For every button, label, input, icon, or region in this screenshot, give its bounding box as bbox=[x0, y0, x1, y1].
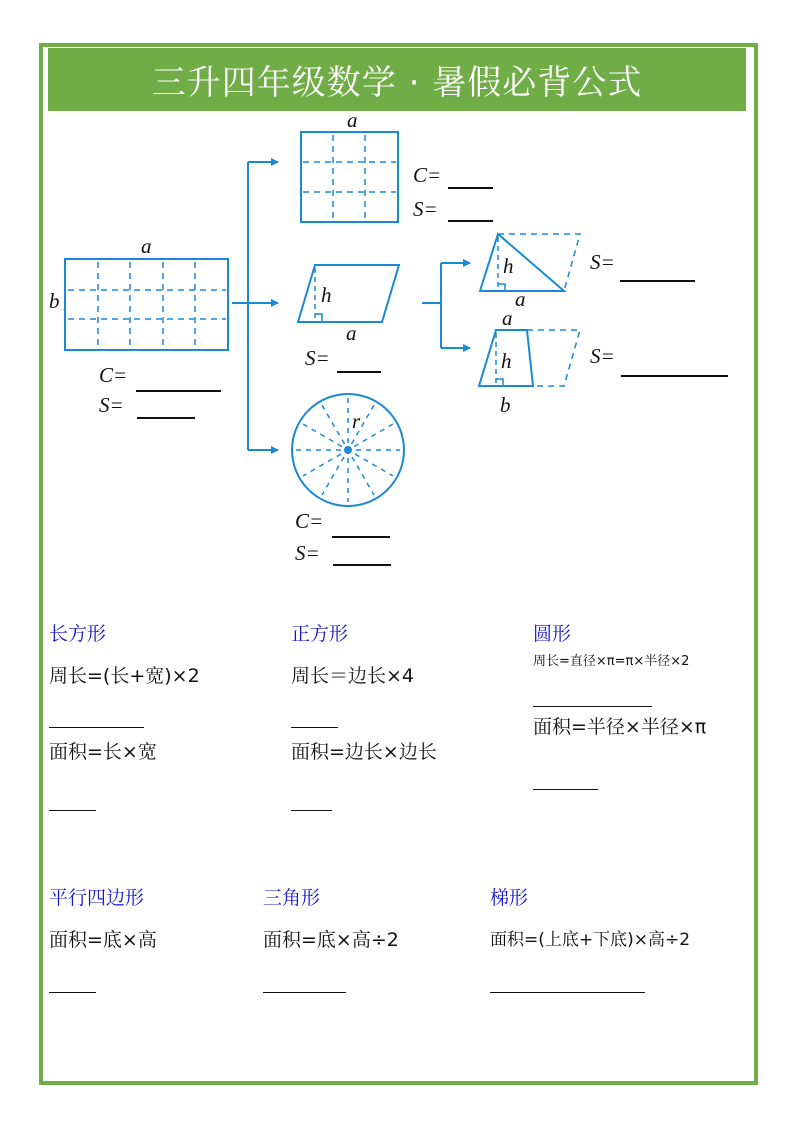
formula-block-parallelogram bbox=[49, 886, 157, 952]
formula-block-square bbox=[291, 622, 437, 764]
triangle-s-label: S= bbox=[590, 250, 615, 274]
formula-perimeter: 周长=(长+宽)×2 bbox=[49, 665, 200, 687]
formula-block-triangle bbox=[263, 886, 399, 952]
circle-s-label: S= bbox=[295, 541, 320, 565]
parallelogram-s-label: S= bbox=[305, 346, 330, 370]
trapezoid-s-label: S= bbox=[590, 344, 615, 368]
trapezoid-bottom-label: b bbox=[500, 393, 511, 417]
formula-area: 面积=半径×半径×π bbox=[533, 716, 707, 738]
rectangle-c-label: C= bbox=[99, 363, 128, 387]
formula-title: 梯形 bbox=[490, 887, 529, 909]
triangle-base-label: a bbox=[515, 287, 526, 311]
formula-title: 平行四边形 bbox=[49, 887, 145, 909]
formula-title: 三角形 bbox=[263, 887, 321, 909]
formula-area: 面积=(上底+下底)×高÷2 bbox=[490, 930, 691, 950]
square-side-label: a bbox=[347, 108, 358, 132]
formula-block-circle bbox=[533, 622, 706, 739]
rectangle-s-label: S= bbox=[99, 393, 124, 417]
formula-area: 面积=边长×边长 bbox=[291, 741, 437, 763]
circle-c-label: C= bbox=[295, 509, 324, 533]
square-shape bbox=[301, 132, 398, 222]
trapezoid-height-label: h bbox=[501, 349, 512, 373]
formula-area: 面积=底×高 bbox=[49, 929, 157, 951]
triangle-shape bbox=[480, 234, 580, 291]
square-c-label: C= bbox=[413, 163, 442, 187]
formula-block-rectangle bbox=[49, 622, 200, 764]
trapezoid-top-label: a bbox=[502, 306, 513, 330]
answer-blank[interactable] bbox=[263, 992, 346, 993]
answer-blank[interactable] bbox=[49, 727, 144, 728]
formula-block-trapezoid bbox=[490, 886, 690, 952]
answer-blank[interactable] bbox=[291, 727, 338, 728]
trapezoid-shape bbox=[479, 330, 580, 386]
formula-area: 面积=长×宽 bbox=[49, 741, 157, 763]
square-s-label: S= bbox=[413, 197, 438, 221]
formula-title: 正方形 bbox=[291, 623, 349, 645]
circle-shape bbox=[292, 394, 404, 506]
answer-blank[interactable] bbox=[49, 992, 96, 993]
formula-perimeter: 周长＝边长×4 bbox=[291, 665, 415, 687]
formula-title: 圆形 bbox=[533, 623, 572, 645]
formula-area: 面积=底×高÷2 bbox=[263, 929, 399, 951]
answer-blank[interactable] bbox=[291, 810, 332, 811]
answer-blank[interactable] bbox=[533, 706, 652, 707]
rectangle-length-label: a bbox=[141, 234, 152, 258]
formula-perimeter: 周长=直径×π=π×半径×2 bbox=[533, 654, 690, 669]
rectangle-shape bbox=[65, 259, 228, 350]
triangle-height-label: h bbox=[503, 254, 514, 278]
parallelogram-base-label: a bbox=[346, 321, 357, 345]
answer-blank[interactable] bbox=[49, 810, 96, 811]
parallelogram-shape bbox=[298, 265, 399, 322]
arrow-connector-parallelogram bbox=[422, 263, 470, 348]
arrow-connector-rectangle bbox=[232, 162, 278, 450]
formula-title: 长方形 bbox=[49, 623, 107, 645]
answer-blank[interactable] bbox=[490, 992, 645, 993]
rectangle-width-label: b bbox=[49, 289, 60, 313]
page-title: 三升四年级数学 · 暑假必背公式 bbox=[151, 63, 643, 103]
answer-blank[interactable] bbox=[533, 789, 598, 790]
circle-radius-label: r bbox=[352, 409, 361, 433]
parallelogram-height-label: h bbox=[321, 283, 332, 307]
